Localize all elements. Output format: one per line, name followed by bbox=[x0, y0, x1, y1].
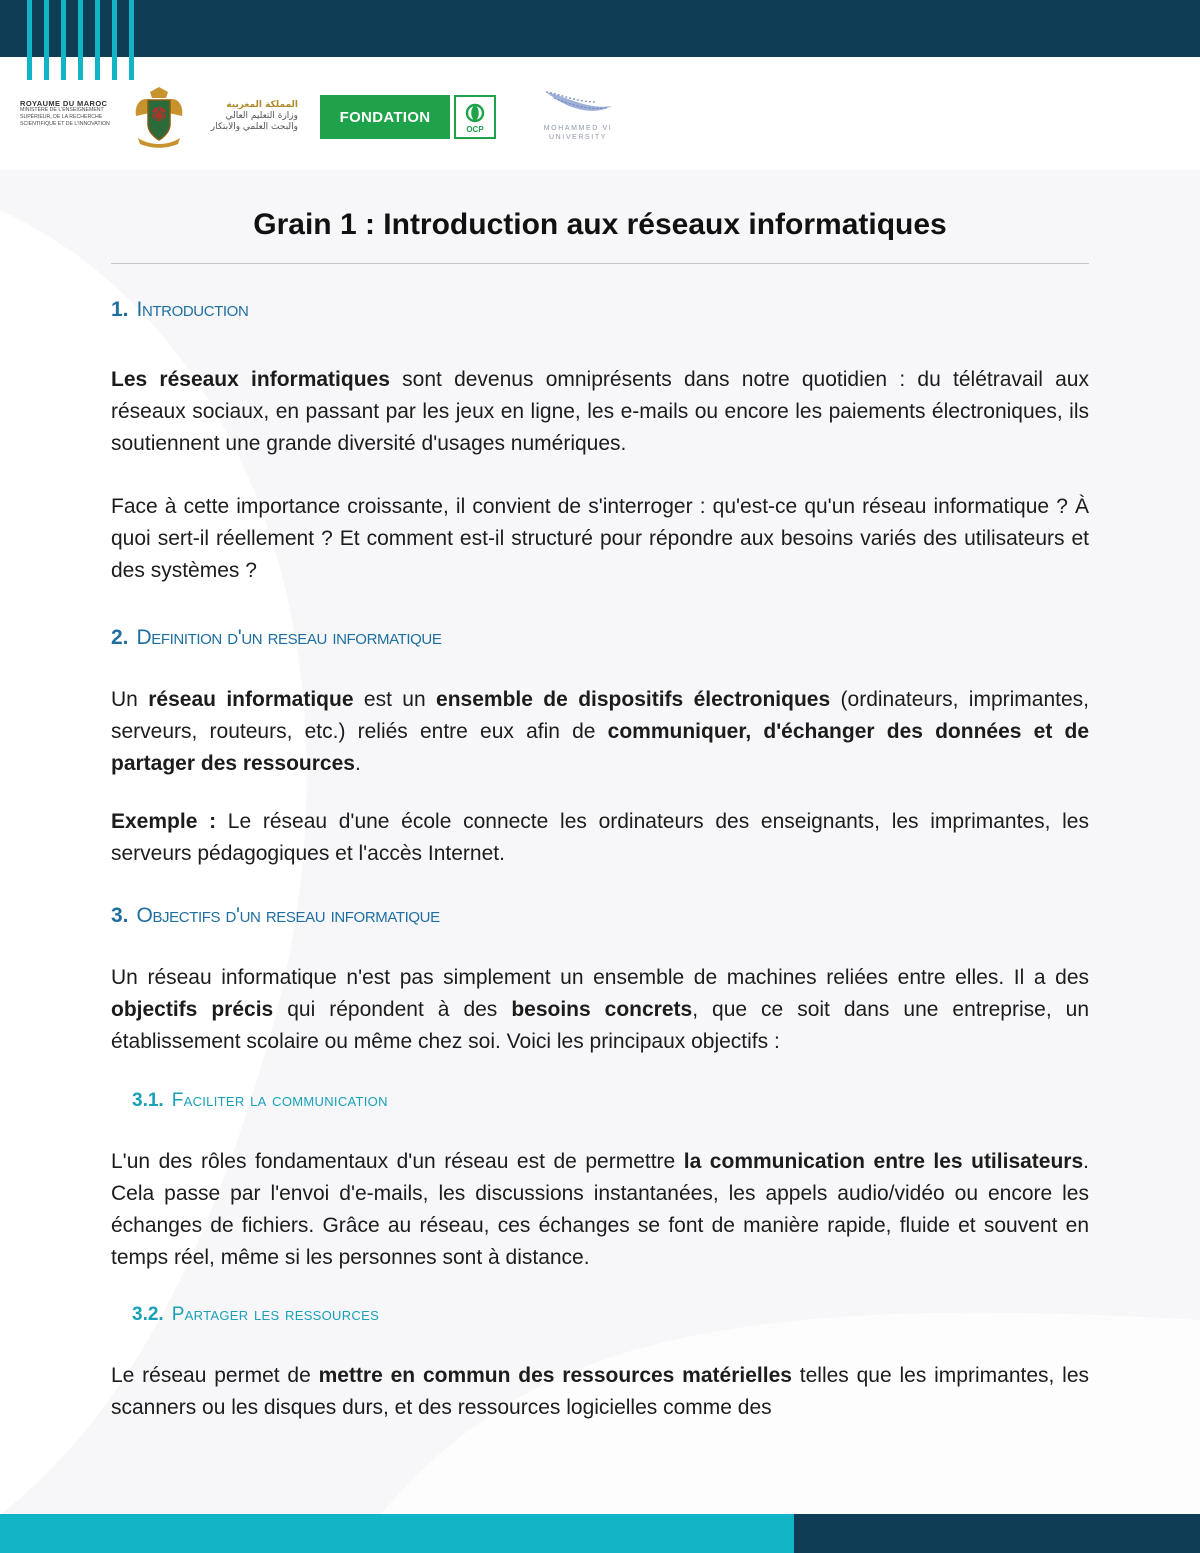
ocp-logo: OCP bbox=[454, 95, 496, 139]
paragraph-example: Exemple : Le réseau d'une école connecte les ordinateurs des enseignants, les imprimantes, les serveurs pédagogiques et l'accès Internet. bbox=[111, 810, 1089, 865]
paragraph-objectives: Un réseau informatique n'est pas simplement un ensemble de machines reliées entre elles. Il a des objectifs précis qui répondent à des besoins concrets, que ce soit dans une entreprise, un établissement scolaire ou même chez soi. Voici les principaux objectifs : bbox=[111, 966, 1089, 1053]
paragraph-intro: Les réseaux informatiques sont devenus omniprésents dans notre quotidien : du télétravail aux réseaux sociaux, en passant par les jeux en ligne, les e-mails ou encore les paiements électroniques, ils soutiennent une grande diversité d'usages numériques. bbox=[111, 368, 1089, 455]
ministry-logo-french: ROYAUME DU MAROC MINISTÈRE DE L'ENSEIGNEMENT SUPÉRIEUR, DE LA RECHERCHE SCIENTIFIQUE ET DE L'INNOVATION bbox=[20, 99, 110, 127]
ministry-logo-arabic: المملكة المغربية وزارة التعليم العالي والبحث العلمي والابتكار bbox=[210, 100, 298, 132]
fondation-logo: FONDATION bbox=[320, 95, 450, 139]
subsection-heading-3-2: 3.2. Partager les ressources bbox=[132, 1304, 380, 1325]
document-body bbox=[111, 200, 1090, 1419]
footer-teal-bar bbox=[0, 1514, 794, 1553]
section-heading-2: 2. Definition d'un reseau informatique bbox=[111, 626, 442, 649]
university-logo bbox=[536, 86, 620, 148]
moroccan-coat-of-arms-icon bbox=[130, 86, 188, 148]
title-divider bbox=[111, 263, 1089, 264]
paragraph-resources: Le réseau permet de mettre en commun des ressources matérielles telles que les imprimantes, les scanners ou les disques durs, et des ressources logicielles comme des bbox=[111, 1364, 1090, 1419]
ocp-leaf-icon bbox=[456, 100, 494, 128]
footer-navy-bar bbox=[794, 1514, 1200, 1553]
section-heading-1: 1. Introduction bbox=[111, 298, 249, 321]
subsection-heading-3-1: 3.1. Faciliter la communication bbox=[132, 1090, 388, 1111]
paragraph-communication: L'un des rôles fondamentaux d'un réseau est de permettre la communication entre les utilisateurs. Cela passe par l'envoi d'e-mails, les discussions instantanées, les appels audio/vidéo ou encore les échanges de fichiers. Grâce au réseau, ces échanges se font de manière rapide, fluide et souvent en temps réel, même si les personnes sont à distance. bbox=[111, 1150, 1089, 1269]
university-name: MOHAMMED VI UNIVERSITY bbox=[543, 125, 613, 141]
document-title: Grain 1 : Introduction aux réseaux informatiques bbox=[253, 208, 947, 241]
university-wave-icon bbox=[536, 86, 620, 122]
paragraph-questions: Face à cette importance croissante, il convient de s'interroger : qu'est-ce qu'un réseau informatique ? À quoi sert-il réellement ? Et comment est-il structuré pour répondre aux besoins variés des utilisateurs et des systèmes ? bbox=[111, 495, 1089, 582]
top-navy-bar bbox=[0, 0, 1200, 57]
logo-bar bbox=[20, 82, 660, 152]
decorative-stripes bbox=[27, 0, 137, 80]
section-heading-3: 3. Objectifs d'un reseau informatique bbox=[111, 904, 440, 927]
paragraph-definition: Un réseau informatique est un ensemble de dispositifs électroniques (ordinateurs, imprimantes, serveurs, routeurs, etc.) reliés entre eux afin de communiquer, d'échanger des données et de partager des ressources. bbox=[111, 688, 1089, 775]
